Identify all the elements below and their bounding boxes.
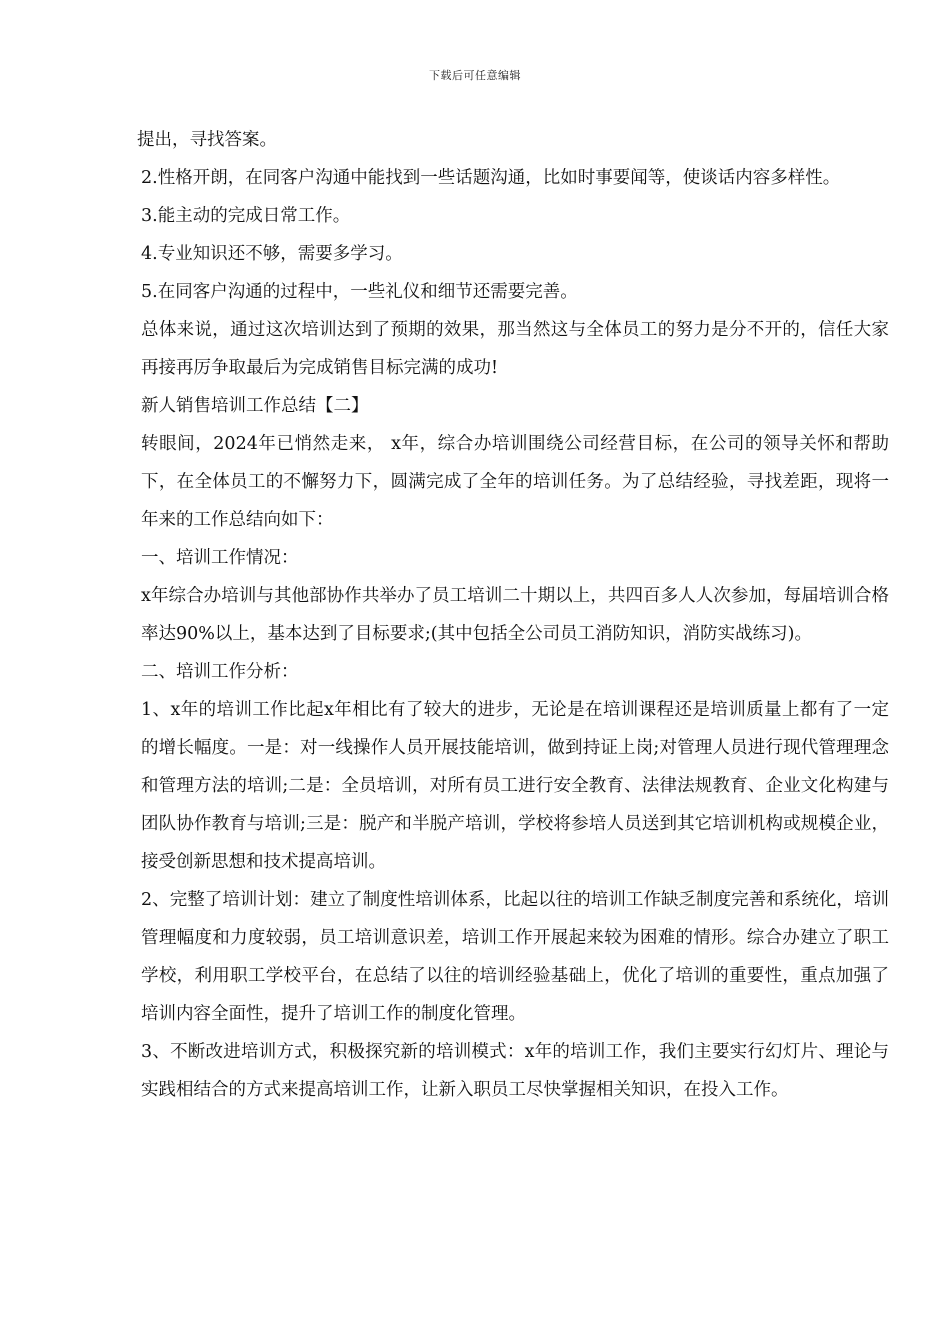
paragraph-continuation: 提出，寻找答案。: [137, 130, 277, 150]
paragraph-item-2: 2.性格开朗，在同客户沟通中能找到一些话题沟通，比如时事要闻等，使谈话内容多样性。: [141, 168, 841, 188]
paragraph-analysis-2: 2、完整了培训计划：建立了制度性培训体系，比起以往的培训工作缺乏制度完善和系统化，培训管理幅度和力度较弱，员工培训意识差，培训工作开展起来较为困难的情形。综合办建立了职工学校，利用职工学校平台，在总结了以往的培训经验基础上，优化了培训的重要性，重点加强了培训内容全面性，提升了培训工作的制度化管理。: [141, 890, 889, 1024]
section-title: 新人销售培训工作总结【二】: [141, 396, 369, 416]
paragraph-item-4: 4.专业知识还不够，需要多学习。: [141, 244, 403, 264]
paragraph-training-status: x年综合办培训与其他部协作共举办了员工培训二十期以上，共四百多人人次参加，每届培训合格率达90%以上，基本达到了目标要求;(其中包括全公司员工消防知识，消防实战练习)。: [141, 586, 889, 644]
document-body: [137, 121, 889, 1109]
paragraph-analysis-3: 3、不断改进培训方式，积极探究新的培训模式：x年的培训工作，我们主要实行幻灯片、理论与实践相结合的方式来提高培训工作，让新入职员工尽快掌握相关知识，在投入工作。: [141, 1042, 889, 1100]
paragraph-summary: 总体来说，通过这次培训达到了预期的效果，那当然这与全体员工的努力是分不开的，信任大家再接再厉争取最后为完成销售目标完满的成功!: [141, 320, 889, 378]
paragraph-intro: 转眼间，2024年已悄然走来， x年，综合办培训围绕公司经营目标，在公司的领导关怀和帮助下，在全体员工的不懈努力下，圆满完成了全年的培训任务。为了总结经验，寻找差距，现将一年来的工作总结向如下：: [141, 434, 889, 530]
heading-training-status: 一、培训工作情况：: [141, 548, 299, 568]
paragraph-item-3: 3.能主动的完成日常工作。: [141, 206, 351, 226]
heading-training-analysis: 二、培训工作分析：: [141, 662, 299, 682]
paragraph-item-5: 5.在同客户沟通的过程中，一些礼仪和细节还需要完善。: [141, 282, 578, 302]
page-header-note: 下载后可任意编辑: [429, 69, 521, 82]
paragraph-analysis-1: 1、x年的培训工作比起x年相比有了较大的进步，无论是在培训课程还是培训质量上都有了一定的增长幅度。一是：对一线操作人员开展技能培训，做到持证上岗;对管理人员进行现代管理理念和管理方法的培训;二是：全员培训，对所有员工进行安全教育、法律法规教育、企业文化构建与团队协作教育与培训;三是：脱产和半脱产培训，学校将参培人员送到其它培训机构或规模企业，接受创新思想和技术提高培训。: [141, 700, 889, 872]
